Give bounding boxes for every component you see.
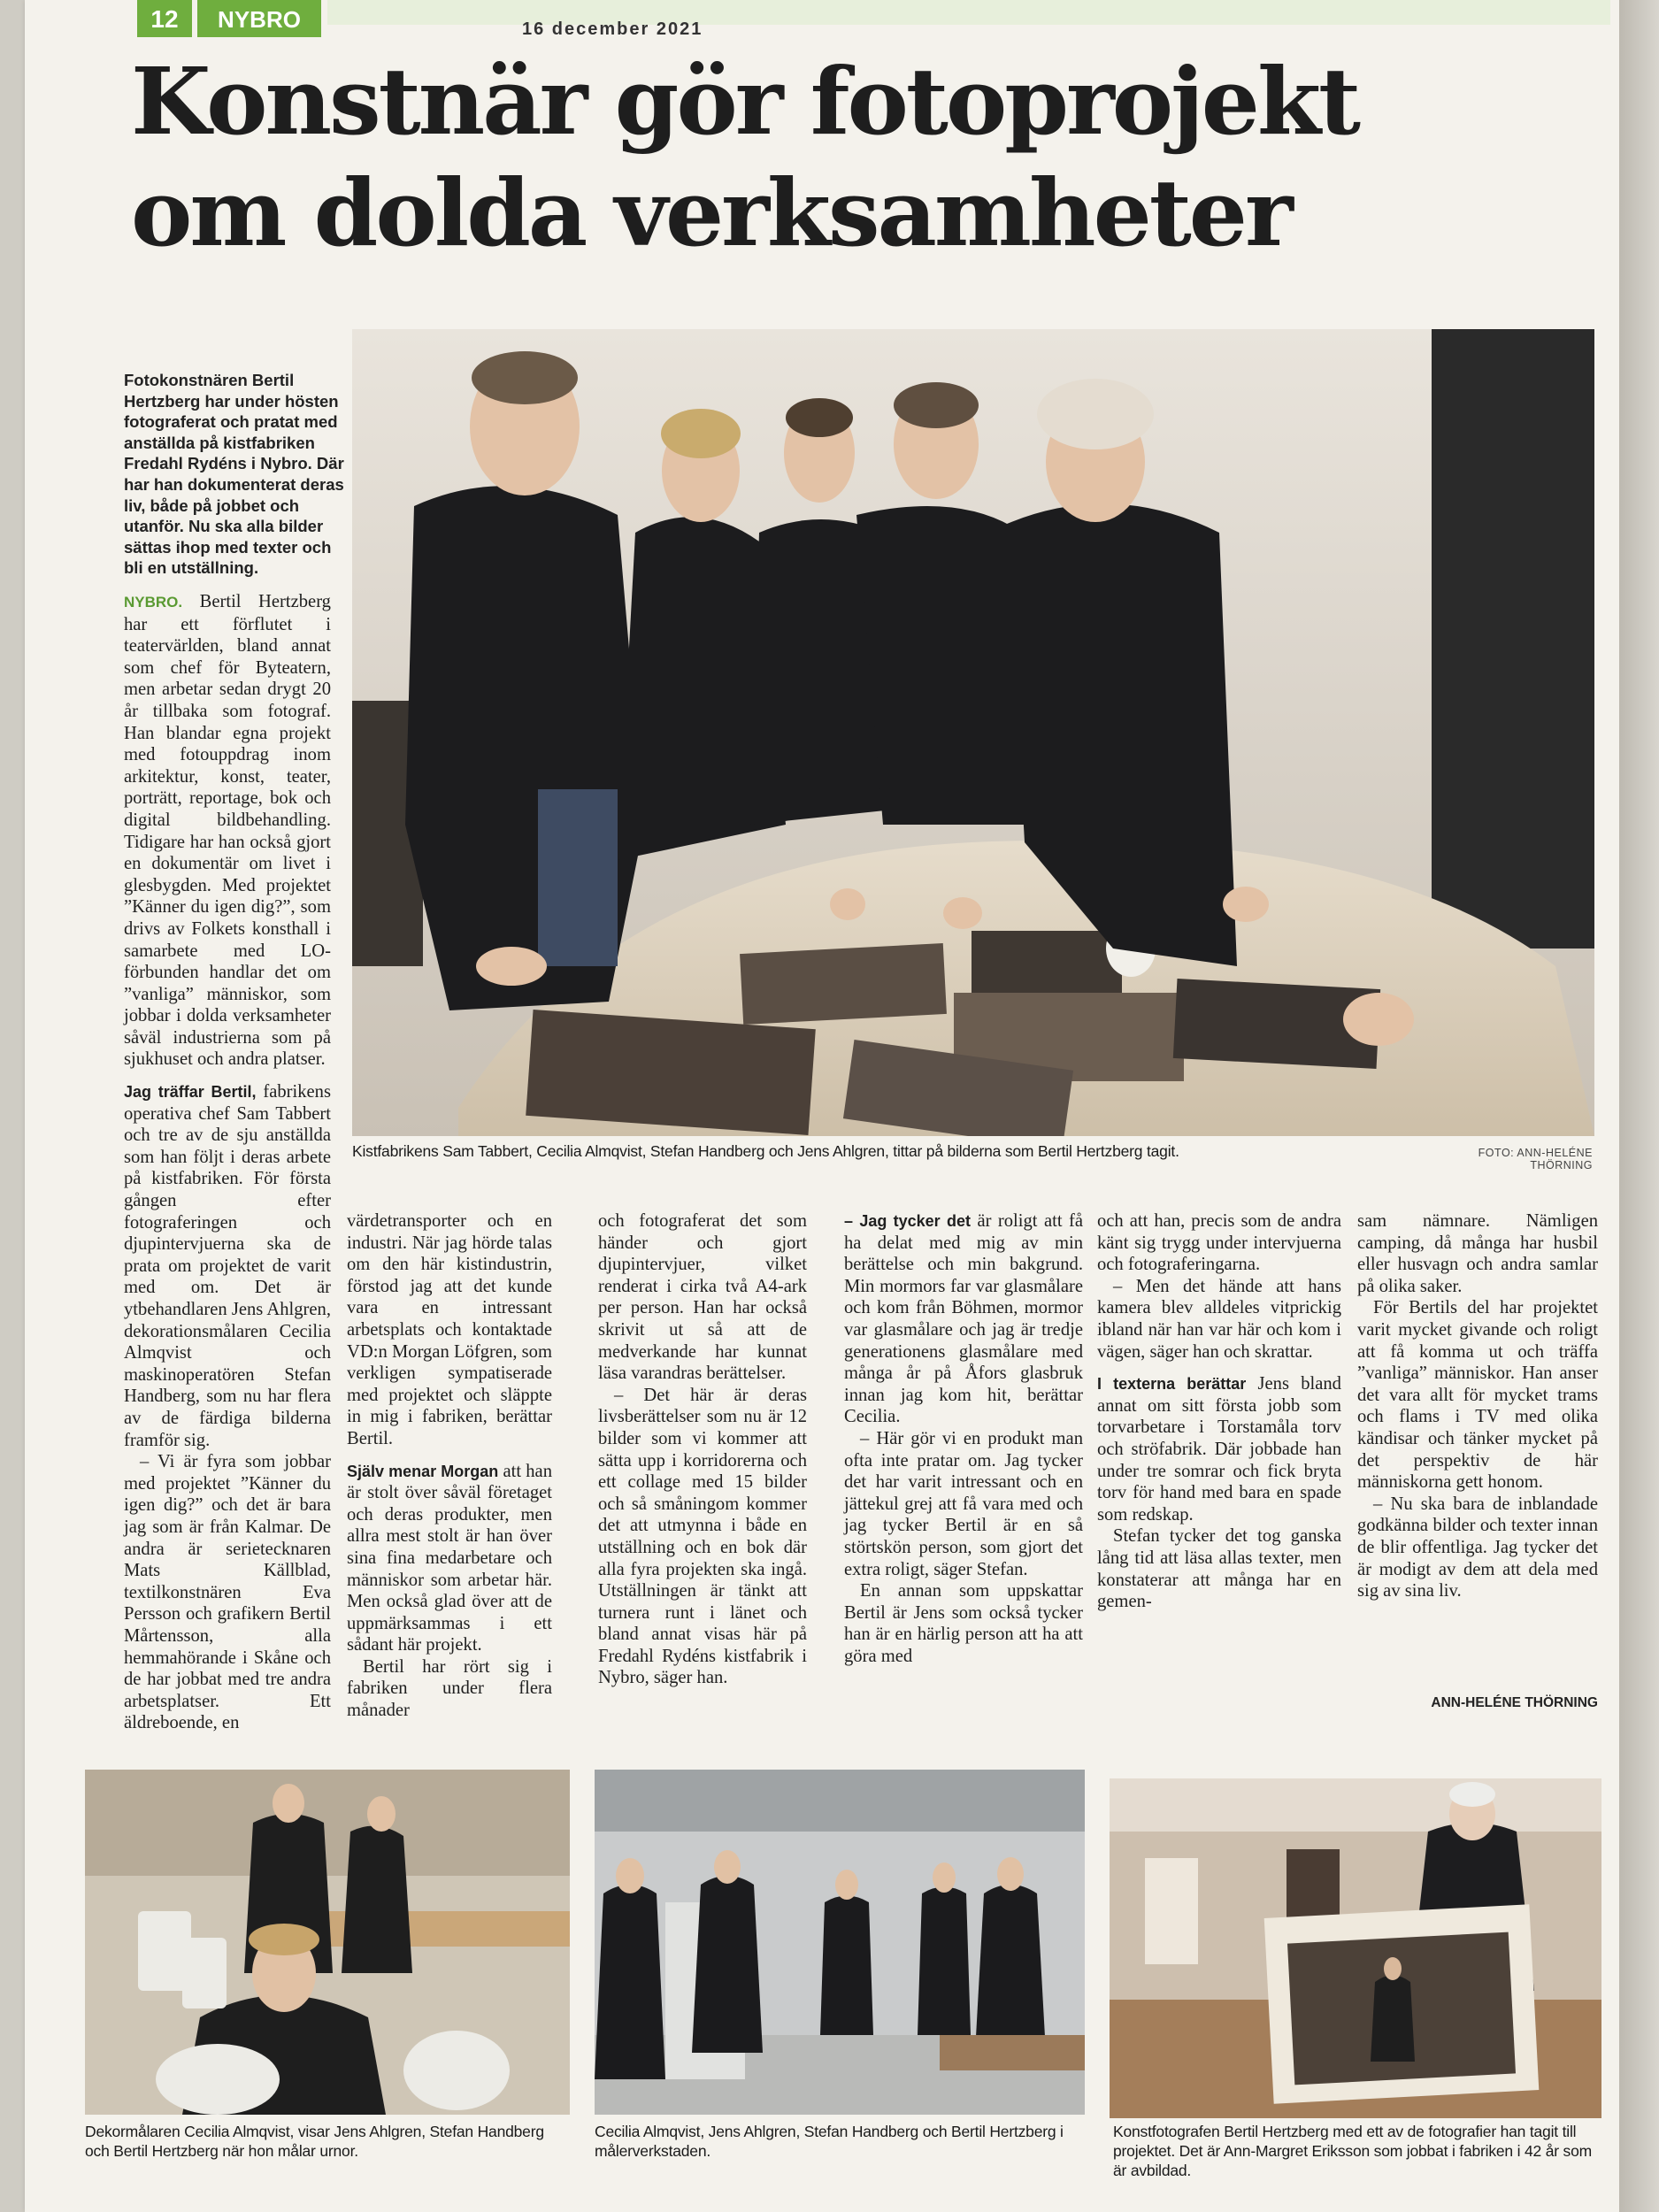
headline-line-1: Konstnär gör fotoprojekt — [131, 47, 1359, 156]
date: 16 december 2021 — [522, 19, 703, 39]
col5-paragraph-4: Stefan tycker det tog ganska lång tid att läsa allas texter, men konstaterar att många har en gemen- — [1097, 1526, 1341, 1612]
col2-paragraph-3: Bertil har rört sig i fabriken under flera månader — [347, 1656, 552, 1721]
col5-paragraph-3: Jens bland annat om sitt första jobb som torvarbetare i Torstamåla torv och ströfabrik. Där jobbade han under tre somrar och fick bryta torv för hand med bara en spade som redskap. — [1097, 1374, 1341, 1525]
top-bar — [327, 0, 1610, 25]
byline: ANN-HELÉNE THÖRNING — [1431, 1695, 1598, 1710]
bottom-photo-1 — [85, 1770, 570, 2115]
bottom-photo-2-illustration — [595, 1770, 1085, 2115]
page-edge — [1619, 0, 1659, 2212]
article-column-5 — [1097, 1210, 1341, 1613]
col3-paragraph-2: – Det här är deras livsberättelser som nu är 12 bilder som vi kommer att sätta upp i korridorerna och ett collage med 15 bilder och så småningom kommer det att utmynna i både en utställning och en bok där alla fyra projekten ska ingå. Utställningen är tänkt att turnera runt i länet och bland annat visas här på Fredahl Rydéns kistfabrik i Nybro, säger han. — [598, 1385, 807, 1688]
bottom-photo-2-caption: Cecilia Almqvist, Jens Ahlgren, Stefan Handberg och Bertil Hertzberg i målerverkstaden. — [595, 2123, 1064, 2160]
col5-paragraph-2: – Men det hände att hans kamera blev alldeles vitprickig ibland när han var här och kom i vägen, säger han och skrattar. — [1097, 1276, 1341, 1362]
col4-paragraph-2: – Här gör vi en produkt man ofta inte pratar om. Jag tycker det har varit intressant och en jättekul grej att få vara med och jag tycker Bertil är en så störtskön person, som gjort det extra roligt, säger Stefan. — [844, 1428, 1083, 1579]
col4-paragraph-3: En annan som uppskattar Bertil är Jens som också tycker han är en härlig person att ha att göra med — [844, 1581, 1083, 1666]
bottom-photo-1-illustration — [85, 1770, 570, 2115]
article-column-6 — [1357, 1210, 1598, 1602]
col1-paragraph-1: Bertil Hertzberg har ett förflutet i teatervärlden, bland annat som chef för Byteatern, men arbetar sedan drygt 20 år tillbaka som fotograf. Han blandar egna projekt med fotouppdrag inom arkitektur, konst, teater, porträtt, reportage, bok och digital bildbehandling. Tidigare har han också gjort en dokumentär om livet i glesbygden. Med projektet ”Känner du igen dig?”, som drivs av Folkets konsthall i samarbete med LO-förbunden handlar det om ”vanliga” människor, som jobbar i dolda verksamheter såväl industrierna som på sjukhuset och andra platser. — [124, 592, 331, 1070]
page-number: 12 — [137, 0, 192, 37]
headline-line-2: om dolda verksamheter — [131, 158, 1291, 267]
ingress: Fotokonstnären Bertil Hertzberg har under hösten fotograferat och pratat med anställda på kistfabriken Fredahl Rydéns i Nybro. Där har han dokumenterat deras liv, både på jobbet och utanför. Nu ska alla bilder sättas ihop med texter och bli en utställning. — [124, 371, 344, 578]
col4-paragraph-1: är roligt att få ha delat med mig av min berättelse och min bakgrund. Min mormors far var glasmålare och kom från Böhmen, mormor var glasmålare och jag är tredje generationens glasmålare med många år på Åfors glasbruk innan jag kom hit, berättar Cecilia. — [844, 1211, 1083, 1427]
article-column-4 — [844, 1210, 1083, 1667]
main-photo — [352, 329, 1594, 1136]
col5-kicker: I texterna berättar — [1097, 1375, 1247, 1394]
col1-kicker: Jag träffar Bertil, — [124, 1083, 257, 1102]
col6-paragraph-1: sam nämnare. Nämligen camping, då många har husbil eller husvagn och andra samlar på olika saker. — [1357, 1211, 1598, 1296]
article-column-3 — [598, 1210, 807, 1689]
col3-paragraph-1: och fotograferat det som händer och gjort djupintervjuer, vilket renderat i cirka två A4-ark per person. Han har också skrivit ut så att de medverkande har kunnat läsa varandras berättelser. — [598, 1211, 807, 1384]
bottom-photo-1-caption: Dekormålaren Cecilia Almqvist, visar Jens Ahlgren, Stefan Handberg och Bertil Hertzberg när hon målar urnor. — [85, 2123, 544, 2160]
main-photo-illustration — [352, 329, 1594, 1136]
headline — [131, 46, 1582, 269]
col1-paragraph-2: fabrikens operativa chef Sam Tabbert och tre av de sju anställda som han följt i deras arbete på kistfabriken. För första gången efter fotograferingen och djupintervjuerna ska de prata om projektet de varit med om. Det är ytbehandlaren Jens Ahlgren, dekorationsmålaren Cecilia Almqvist och maskinoperatören Stefan Handberg, som nu har flera av de färdiga bilderna framför sig. — [124, 1082, 331, 1450]
main-photo-credit: FOTO: ANN-HELÉNE THÖRNING — [1478, 1147, 1593, 1171]
col2-paragraph-1: värdetransporter och en industri. När jag hörde talas om den här kistindustrin, förstod jag att det kunde vara en intressant arbetsplats och kontaktade VD:n Morgan Löfgren, som verkligen sympatiserade med projektet och släppte in mig i fabriken, berättar Bertil. — [347, 1211, 552, 1448]
place-tag: NYBRO. — [124, 594, 183, 611]
col6-paragraph-3: – Nu ska bara de inblandade godkänna bilder och texter innan de blir offentliga. Jag tycker det är modigt av dem att dela med sig av sina liv. — [1357, 1494, 1598, 1601]
main-photo-caption: Kistfabrikens Sam Tabbert, Cecilia Almqvist, Stefan Handberg och Jens Ahlgren, tittar på bilderna som Bertil Hertzberg tagit. — [352, 1142, 1179, 1160]
section-label: NYBRO — [197, 0, 321, 37]
col2-kicker: Själv menar Morgan — [347, 1462, 499, 1480]
bottom-photo-3-illustration — [1110, 1778, 1601, 2118]
col1-paragraph-3: – Vi är fyra som jobbar med projektet ”Känner du igen dig?” och det är bara jag som är från Kalmar. De andra är serietecknaren Mats Källblad, textilkonstnären Eva Persson och grafikern Bertil Mårtensson, alla hemmahörande i Skåne och de har jobbat med tre andra arbetsplatser. Ett äldreboende, en — [124, 1452, 331, 1733]
bottom-photo-3 — [1110, 1778, 1601, 2118]
col4-kicker: – Jag tycker det — [844, 1212, 971, 1230]
col2-paragraph-2: att han är stolt över såväl företaget och deras produkter, men allra mest stolt är han över sina fina medarbetare och människor som arbetar här. Men också glad över att de uppmärksammas i ett sådant här projekt. — [347, 1461, 552, 1655]
article-column-2 — [347, 1210, 552, 1722]
bottom-photo-3-caption: Konstfotografen Bertil Hertzberg med ett av de fotografier han tagit till projektet. Det är Ann-Margret Eriksson som jobbat i fabriken i 42 år som är avbildad. — [1113, 2123, 1592, 2179]
col6-paragraph-2: För Bertils del har projektet varit mycket givande och roligt att få komma ut och träffa ”vanliga” människor. Han anser det vara allt för mycket trams och flams i TV med olika kändisar och tänker mycket på det perspektiv de här människorna gett honom. — [1357, 1298, 1598, 1493]
article-column-1 — [124, 591, 331, 1734]
col5-paragraph-1: och att han, precis som de andra känt sig trygg under intervjuerna och fotograferingarna. — [1097, 1211, 1341, 1275]
bottom-photo-2 — [595, 1770, 1085, 2115]
